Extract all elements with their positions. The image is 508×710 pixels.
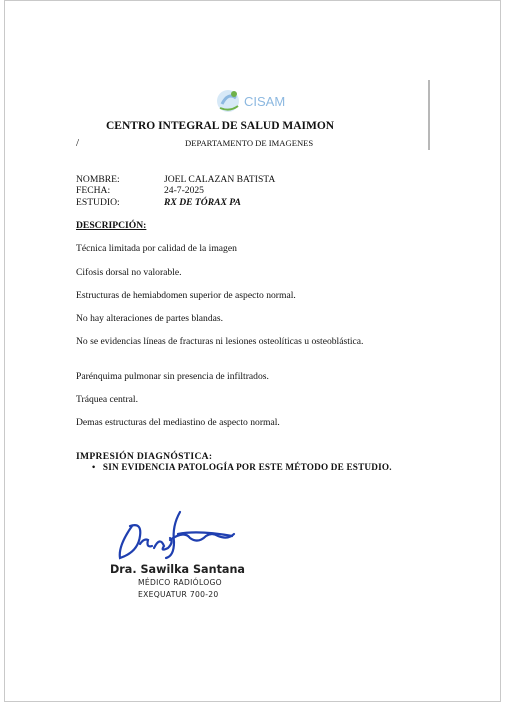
description-line: No hay alteraciones de partes blandas. — [76, 313, 224, 324]
description-line: Técnica limitada por calidad de la imagen — [76, 243, 237, 254]
impression-item: • SIN EVIDENCIA PATOLOGÍA POR ESTE MÉTODO DE ESTUDIO. — [92, 462, 392, 472]
organization-name: CENTRO INTEGRAL DE SALUD MAIMON — [106, 120, 335, 132]
date-label: FECHA: — [76, 185, 111, 196]
impression-item-text: SIN EVIDENCIA PATOLOGÍA POR ESTE MÉTODO DE ESTUDIO. — [102, 462, 392, 472]
description-line: Estructuras de hemiabdomen superior de aspecto normal. — [76, 290, 296, 301]
department-name: DEPARTAMENTO DE IMAGENES — [185, 138, 314, 148]
description-line: Cifosis dorsal no valorable. — [76, 267, 182, 278]
description-line: Demas estructuras del mediastino de aspecto normal. — [76, 417, 280, 428]
name-value: JOEL CALAZAN BATISTA — [164, 174, 276, 185]
description-line: No se evidencias líneas de fracturas ni lesiones osteolíticas u osteoblástica. — [76, 336, 364, 347]
name-label: NOMBRE: — [76, 174, 120, 185]
signature-exequatur: EXEQUATUR 700-20 — [138, 590, 219, 599]
description-heading: DESCRIPCIÓN: — [76, 220, 147, 231]
signature-title: MÉDICO RADIÓLOGO — [138, 578, 222, 587]
svg-text:CISAM: CISAM — [244, 94, 286, 109]
cisam-logo — [214, 84, 294, 118]
study-label: ESTUDIO: — [76, 197, 120, 208]
signature-name: Dra. Sawilka Santana — [110, 563, 245, 576]
description-line: Parénquima pulmonar sin presencia de infiltrados. — [76, 371, 269, 382]
impression-heading: IMPRESIÓN DIAGNÓSTICA: — [76, 451, 213, 462]
description-line: Tráquea central. — [76, 394, 138, 405]
study-value: RX DE TÓRAX PA — [164, 197, 241, 208]
text-cursor-bar — [428, 80, 430, 150]
slash-mark: / — [76, 137, 80, 149]
handwritten-signature — [110, 504, 240, 564]
date-value: 24-7-2025 — [164, 185, 204, 196]
